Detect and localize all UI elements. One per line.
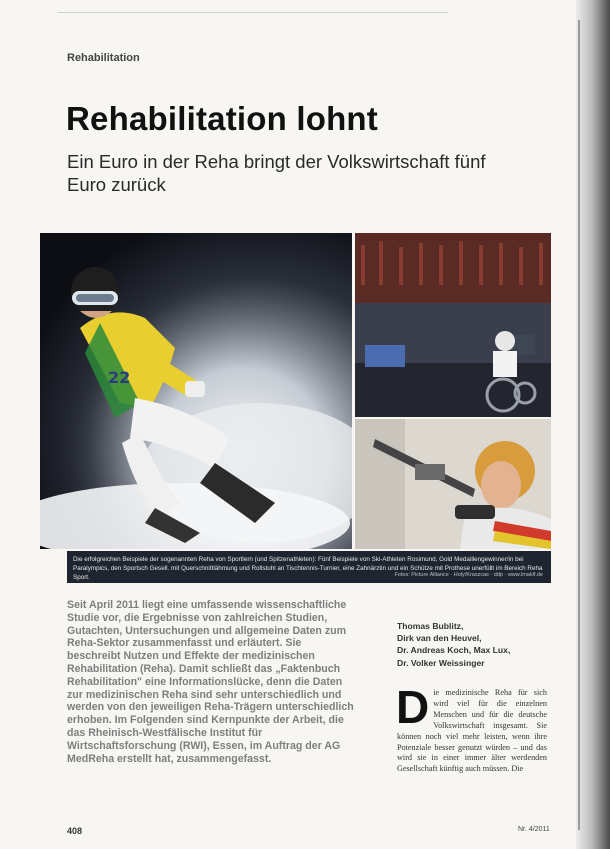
body-text: ie medizinische Reha für sich wird viel für die einzelnen Menschen und für die deutsche Volkswirtschaft insgesamt. Sie können noch viel mehr leisten, wenn ihre Potenziale besser genutzt würden – und das wird sie in einer immer älter werdenden Gesellschaft künftig auch müssen. Die	[397, 688, 547, 774]
wheelchair-illustration	[355, 233, 551, 417]
top-rule	[58, 12, 448, 13]
shooter-illustration	[355, 419, 551, 549]
issue-label: Nr. 4/2011	[518, 826, 550, 833]
shooter-photo	[355, 419, 551, 549]
photo-caption	[67, 551, 551, 583]
drop-cap: D	[396, 681, 430, 733]
skier-photo	[40, 233, 352, 549]
page-edge-shadow	[576, 0, 610, 849]
body-text-column	[396, 681, 547, 775]
author-line: Dirk van den Heuvel,	[397, 633, 482, 644]
section-label: Rehabilitation	[67, 52, 140, 64]
caption-text: Die erfolgreichen Beispiele der sogenannten Reha von Sportlern (und Spitzenathleten): Fünf Beispiele von Ski-Athleten Rosimund, Gold Medaillengewinner/in bei Paralympics, den Sportsch Gesell. mit Querschnittlähmung und Rollstuhl an Tischtennis-Turnier, eine Zahnärztin und ein Schütze mit Prothese unerfüllt im Bereich Reha Sport.	[73, 556, 543, 581]
svg-text:22: 22	[108, 368, 131, 387]
subhead: Ein Euro in der Reha bringt der Volkswirtschaft fünf Euro zurück	[67, 151, 486, 195]
author-list	[397, 620, 547, 669]
page-edge-line	[578, 20, 580, 830]
intro-paragraph: Seit April 2011 liegt eine umfassende wissenschaftliche Studie vor, die Ergebnisse von zahlreichen Studien, Gutachten, Untersuchungen und allgemeine Daten zum Reha-Sektor zusammenfasst und erläutert. Sie beschreibt Nutzen und Effekte der medizinischen Rehabilitation (Reha). Damit schließt das „Faktenbuch Rehabilitation" eine Informationslücke, denn die Daten zur medizinischen Reha sind sehr unterschiedlich und werden von den jeweiligen Reha-Trägern unterschiedlich erhoben. Im Folgenden sind Kernpunkte der Arbeit, die das Rheinisch-Westfälische Institut für Wirtschaftsforschung (RWI), Essen, im Auftrag der AG MedReha erstellt hat, zusammengefasst.	[67, 599, 354, 765]
author-line: Dr. Andreas Koch, Max Lux,	[397, 645, 511, 656]
author-line: Dr. Volker Weissinger	[397, 657, 485, 668]
wheelchair-photo	[355, 233, 551, 417]
page-number: 408	[67, 826, 83, 836]
author-line: Thomas Bublitz,	[397, 621, 464, 631]
skier-illustration	[40, 233, 352, 549]
headline: Rehabilitation lohnt	[66, 100, 378, 137]
photo-credit: Fotos: Picture Alliance · Holy/Kraszcas · ddp · www.lmaklf.de	[394, 572, 543, 578]
